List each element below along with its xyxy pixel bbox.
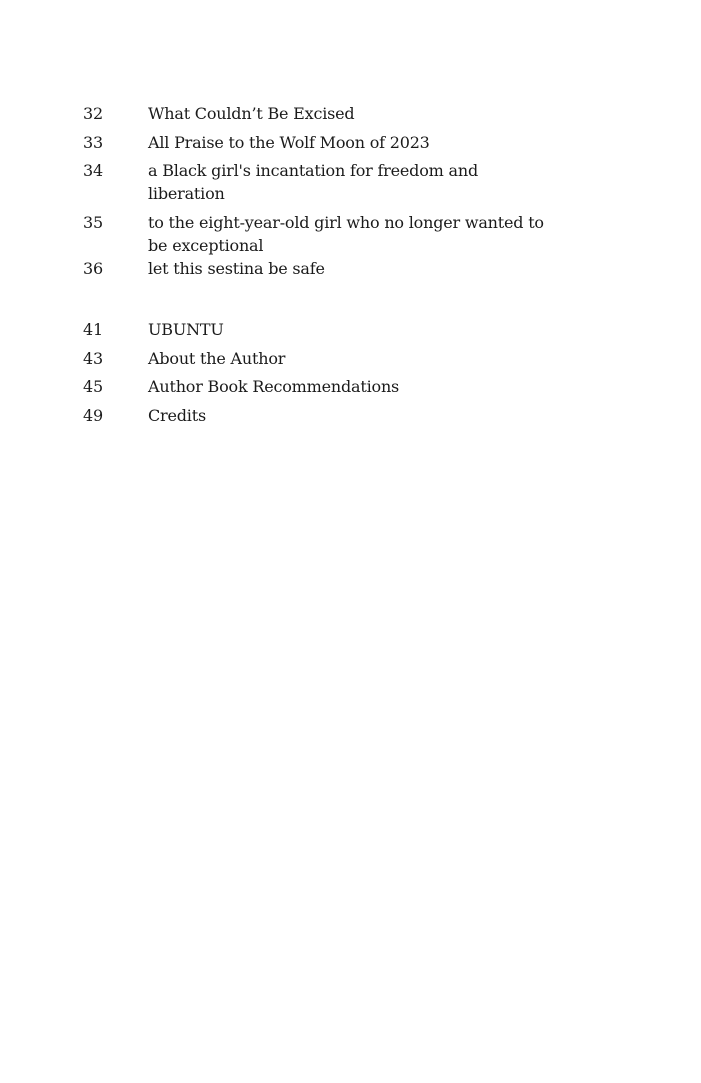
toc-entry-title: All Praise to the Wolf Moon of 2023 (148, 132, 430, 152)
toc-page-number: 32 (83, 104, 103, 123)
toc-entry-title: About the Author (148, 348, 286, 368)
toc-entry-title: UBUNTU (148, 320, 224, 339)
toc-page-number: 34 (83, 161, 103, 180)
toc-page-number: 43 (83, 348, 103, 368)
toc-entry-title: to the eight-year-old girl who no longer wanted to be exceptional (148, 212, 544, 255)
toc-page-number: 35 (83, 212, 103, 232)
toc-entry[interactable] (0, 375, 701, 398)
toc-entry-title: let this sestina be safe (148, 258, 325, 278)
toc-page-number: 33 (83, 132, 103, 152)
toc-entry[interactable] (0, 404, 701, 427)
toc-entry-title: a Black girl's incantation for freedom and liberation (148, 161, 478, 203)
toc-entry[interactable] (0, 211, 701, 257)
toc-entry-title: Credits (148, 405, 206, 425)
toc-entry-title: Author Book Recommendations (148, 377, 400, 396)
toc-page-number: 36 (83, 258, 103, 278)
toc-entry[interactable] (0, 257, 701, 280)
toc-entry[interactable] (0, 131, 701, 154)
toc-page-number: 45 (83, 377, 103, 396)
toc-section-back-matter (0, 318, 701, 432)
toc-page-number: 49 (83, 405, 103, 425)
toc-page-number: 41 (83, 320, 103, 339)
toc-entry[interactable] (0, 347, 701, 370)
toc-entry[interactable] (0, 102, 701, 125)
toc-entry-title: What Couldn’t Be Excised (148, 104, 355, 123)
toc-entry[interactable] (0, 159, 701, 205)
toc-section-poems (0, 102, 701, 285)
toc-entry[interactable] (0, 318, 701, 341)
